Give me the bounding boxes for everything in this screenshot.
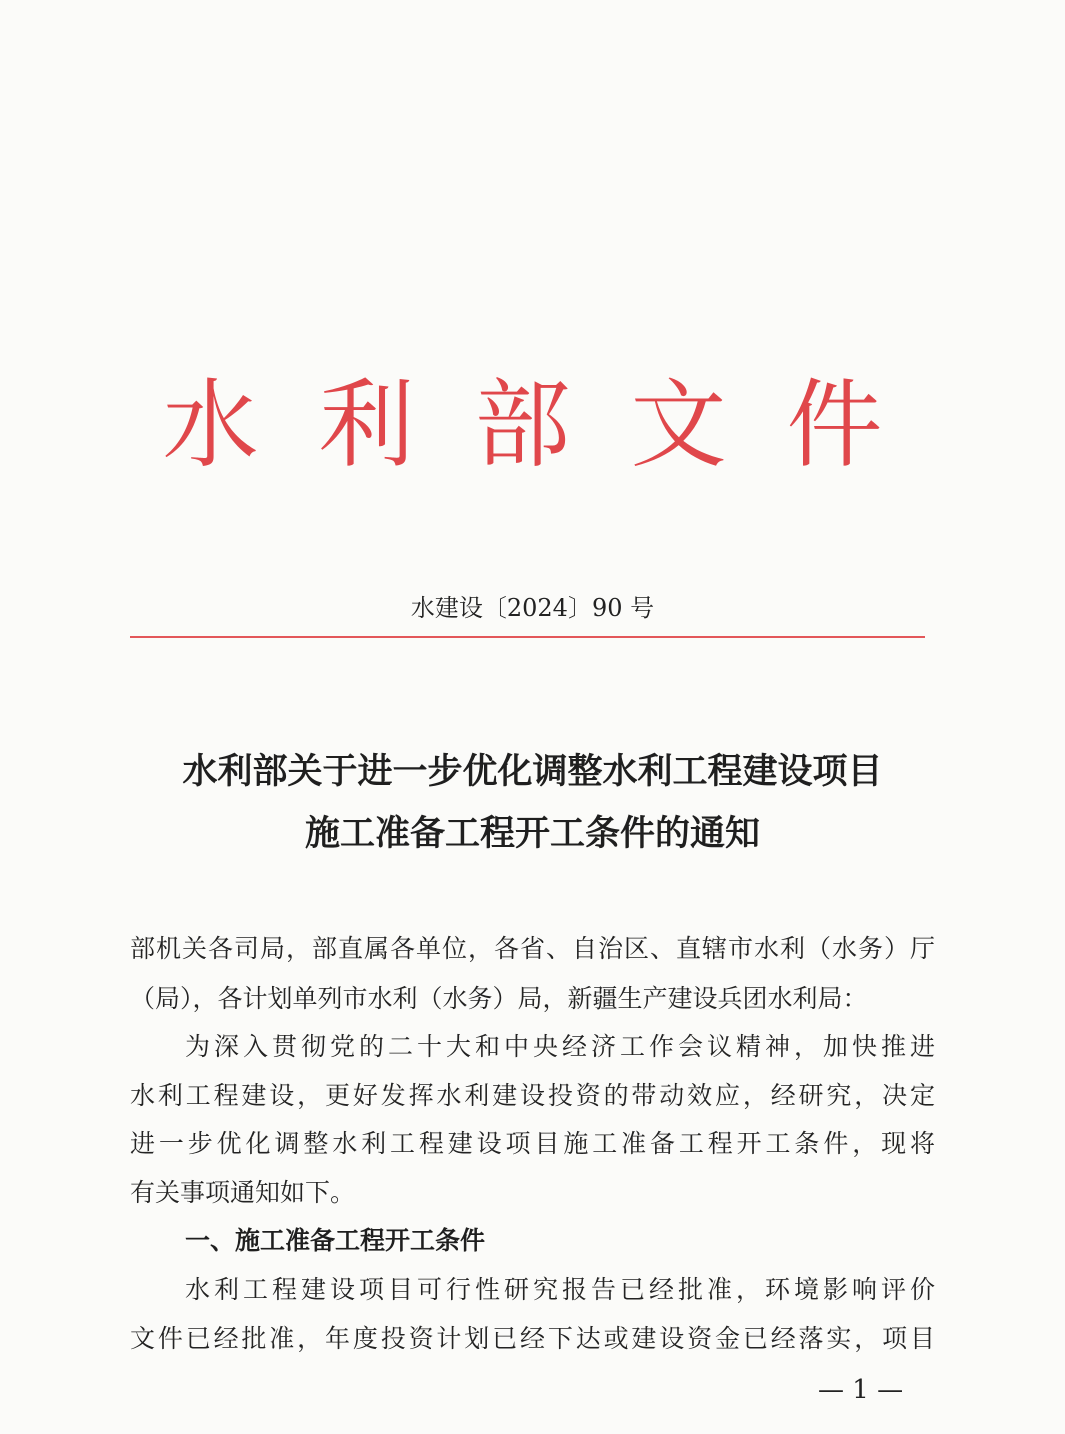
page-number: — 1 — — [818, 1375, 904, 1405]
paragraph-1-line-2: 水利工程建设，更好发挥水利建设投资的带动效应，经研究，决定 — [130, 1081, 935, 1110]
document-number: 水建设〔2024〕90 号 — [410, 594, 655, 622]
red-divider-line — [130, 636, 925, 638]
paragraph-1-line-1: 为深入贯彻党的二十大和中央经济工作会议精神，加快推进 — [185, 1032, 935, 1061]
addressee-line-1: 部机关各司局，部直属各单位，各省、自治区、直辖市水利（水务）厅 — [130, 934, 935, 963]
paragraph-2-line-2: 文件已经批准，年度投资计划已经下达或建设资金已经落实，项目 — [130, 1324, 935, 1353]
paragraph-2-line-1: 水利工程建设项目可行性研究报告已经批准，环境影响评价 — [185, 1275, 935, 1304]
red-header-title: 水利部文件 — [162, 369, 943, 481]
paragraph-1-line-3: 进一步优化调整水利工程建设项目施工准备工程开工条件，现将 — [130, 1129, 935, 1158]
notice-title-line-2: 施工准备工程开工条件的通知 — [304, 814, 760, 854]
paragraph-1-line-4: 有关事项通知如下。 — [130, 1178, 356, 1207]
section-1-heading: 一、施工准备工程开工条件 — [185, 1226, 486, 1255]
addressee-line-2: （局），各计划单列市水利（水务）局，新疆生产建设兵团水利局： — [130, 984, 868, 1013]
notice-title-line-1: 水利部关于进一步优化调整水利工程建设项目 — [182, 752, 883, 792]
